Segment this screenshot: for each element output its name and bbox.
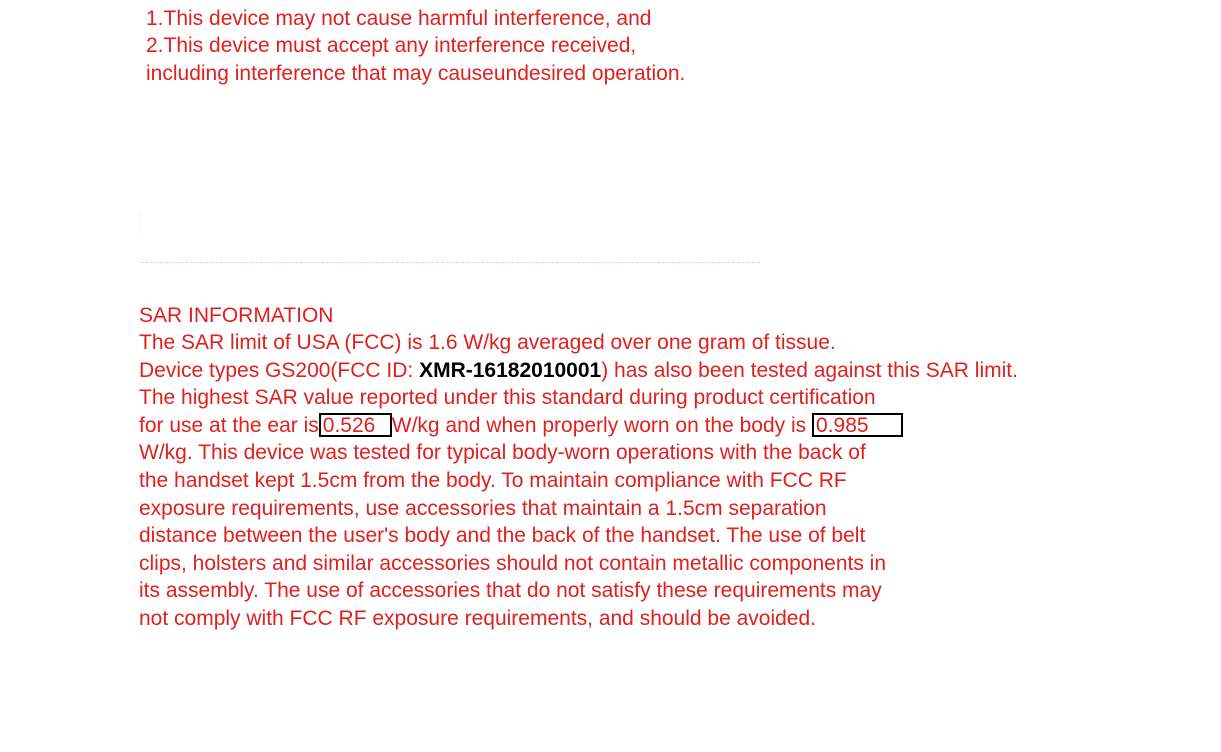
fcc-condition-2-continued: including interference that may causeundesired operation. xyxy=(146,62,686,85)
ear-prefix: for use at the ear is xyxy=(139,414,319,437)
sar-limit-line: The SAR limit of USA (FCC) is 1.6 W/kg averaged over one gram of tissue. xyxy=(139,331,836,354)
sar-clips-line: clips, holsters and similar accessories should not contain metallic components in xyxy=(139,552,887,575)
sar-exposure-line: exposure requirements, use accessories that maintain a 1.5cm separation xyxy=(139,497,827,520)
sar-comply-line: not comply with FCC RF exposure requirements, and should be avoided. xyxy=(139,607,817,630)
fcc-condition-2: 2.This device must accept any interference received, xyxy=(146,34,637,57)
sar-body-unit-line: W/kg. This device was tested for typical body-worn operations with the back of xyxy=(139,441,866,464)
fcc-id: XMR-16182010001 xyxy=(419,359,602,382)
sar-highest-line: The highest SAR value reported under this standard during product certification xyxy=(139,386,876,409)
sar-values-line xyxy=(139,413,903,439)
faint-divider xyxy=(140,262,760,263)
sar-device-line xyxy=(139,358,1018,384)
ear-middle-text: W/kg and when properly worn on the body is xyxy=(391,414,807,437)
device-suffix: ) has also been tested against this SAR limit. xyxy=(601,359,1018,382)
faint-scan-mark xyxy=(140,212,141,234)
ear-sar-value-box: 0.526 xyxy=(319,413,392,437)
sar-assembly-line: its assembly. The use of accessories that do not satisfy these requirements may xyxy=(139,579,882,602)
sar-heading: SAR INFORMATION xyxy=(139,304,334,327)
sar-handset-line: the handset kept 1.5cm from the body. To maintain compliance with FCC RF xyxy=(139,469,847,492)
fcc-condition-1: 1.This device may not cause harmful interference, and xyxy=(146,7,652,30)
body-sar-value-box: 0.985 xyxy=(812,413,903,437)
sar-distance-line: distance between the user's body and the back of the handset. The use of belt xyxy=(139,524,866,547)
device-prefix: Device types GS200(FCC ID: xyxy=(139,359,420,382)
